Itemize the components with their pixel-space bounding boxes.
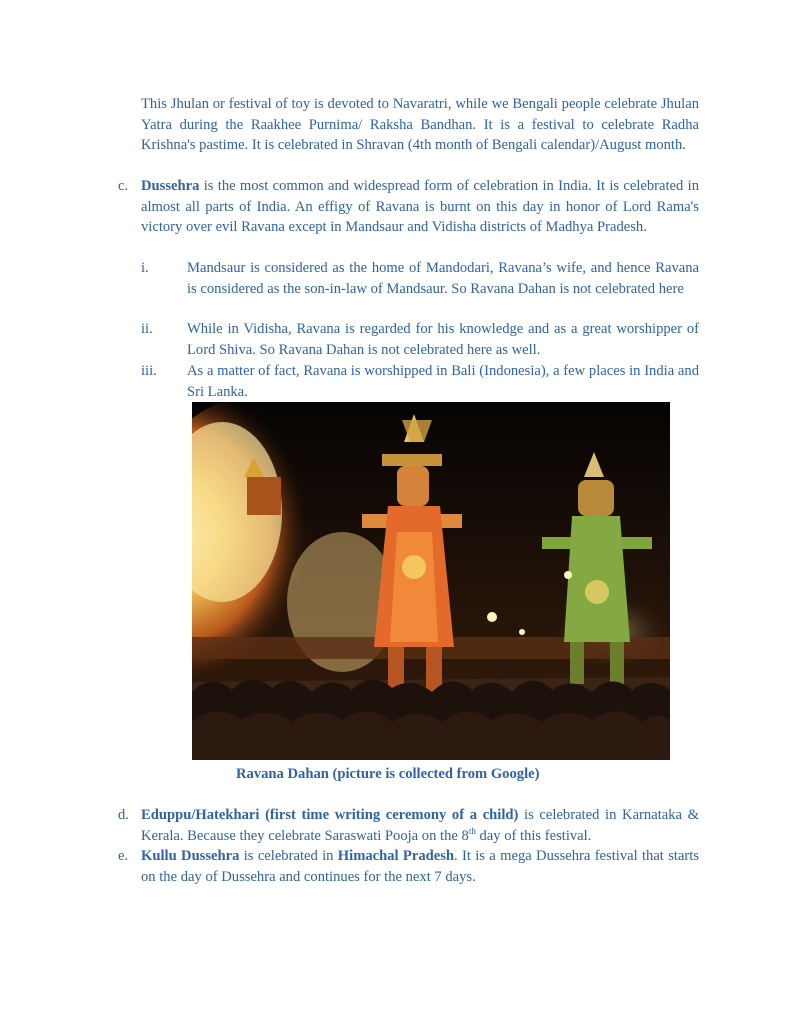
item-e-text-1: is celebrated in	[239, 848, 338, 864]
subitem-ii-marker: ii.	[141, 321, 153, 337]
photo-illustration	[192, 402, 670, 760]
intro-paragraph: This Jhulan or festival of toy is devoted to Navaratri, while we Bengali people celebrate Jhulan Yatra during the Raakhee Purnima/ Raksha Bandhan. It is a festival to celebrate Radha Krishna's pastime. It is celebrated in Shravan (4th month of Bengali calendar)/August month.	[141, 96, 699, 153]
item-e-marker: e.	[118, 848, 129, 864]
item-e-text-2: . It is a mega Dussehra festival that starts on the day of Dussehra and continues for the next 7 days.	[141, 848, 699, 885]
item-c-marker: c.	[118, 178, 129, 194]
item-e-place: Himachal Pradesh	[337, 848, 455, 864]
item-c-term: Dussehra	[141, 178, 200, 194]
item-d-marker: d.	[118, 807, 129, 823]
subitem-i-text: Mandsaur is considered as the home of Mandodari, Ravana’s wife, and hence Ravana is considered as the son-in-law of Mandsaur. So Ravana Dahan is not celebrated here	[187, 260, 699, 297]
item-c-text: is the most common and widespread form of celebration in India. It is celebrated in almost all parts of India. An effigy of Ravana is burnt on this day in honor of Lord Rama's victory over evil Ravana except in Mandsaur and Vidisha districts of Madhya Pradesh.	[141, 178, 699, 235]
item-d-text-before: is celebrated in Karnataka & Kerala. Because they celebrate Saraswati Pooja on the 8	[141, 807, 700, 844]
item-d-paragraph	[141, 805, 699, 846]
subitem-iii-marker: iii.	[141, 363, 157, 379]
subitem-i-marker: i.	[141, 260, 149, 276]
subitem-iii-text: As a matter of fact, Ravana is worshipped in Bali (Indonesia), a few places in India and Sri Lanka.	[187, 363, 699, 400]
item-e-term: Kullu Dussehra	[141, 848, 240, 864]
item-e-paragraph	[141, 846, 699, 887]
item-d-term: Eduppu/Hatekhari (first time writing ceremony of a child)	[141, 807, 519, 823]
figure-caption: Ravana Dahan (picture is collected from Google)	[236, 766, 540, 782]
item-c-paragraph	[141, 176, 699, 238]
ravana-dahan-photo	[192, 402, 670, 760]
subitem-ii-text: While in Vidisha, Ravana is regarded for his knowledge and as a great worshipper of Lord Shiva. So Ravana Dahan is not celebrated here as well.	[187, 321, 699, 358]
item-d-superscript: th	[468, 825, 476, 836]
item-d-text-after: day of this festival.	[475, 827, 592, 844]
